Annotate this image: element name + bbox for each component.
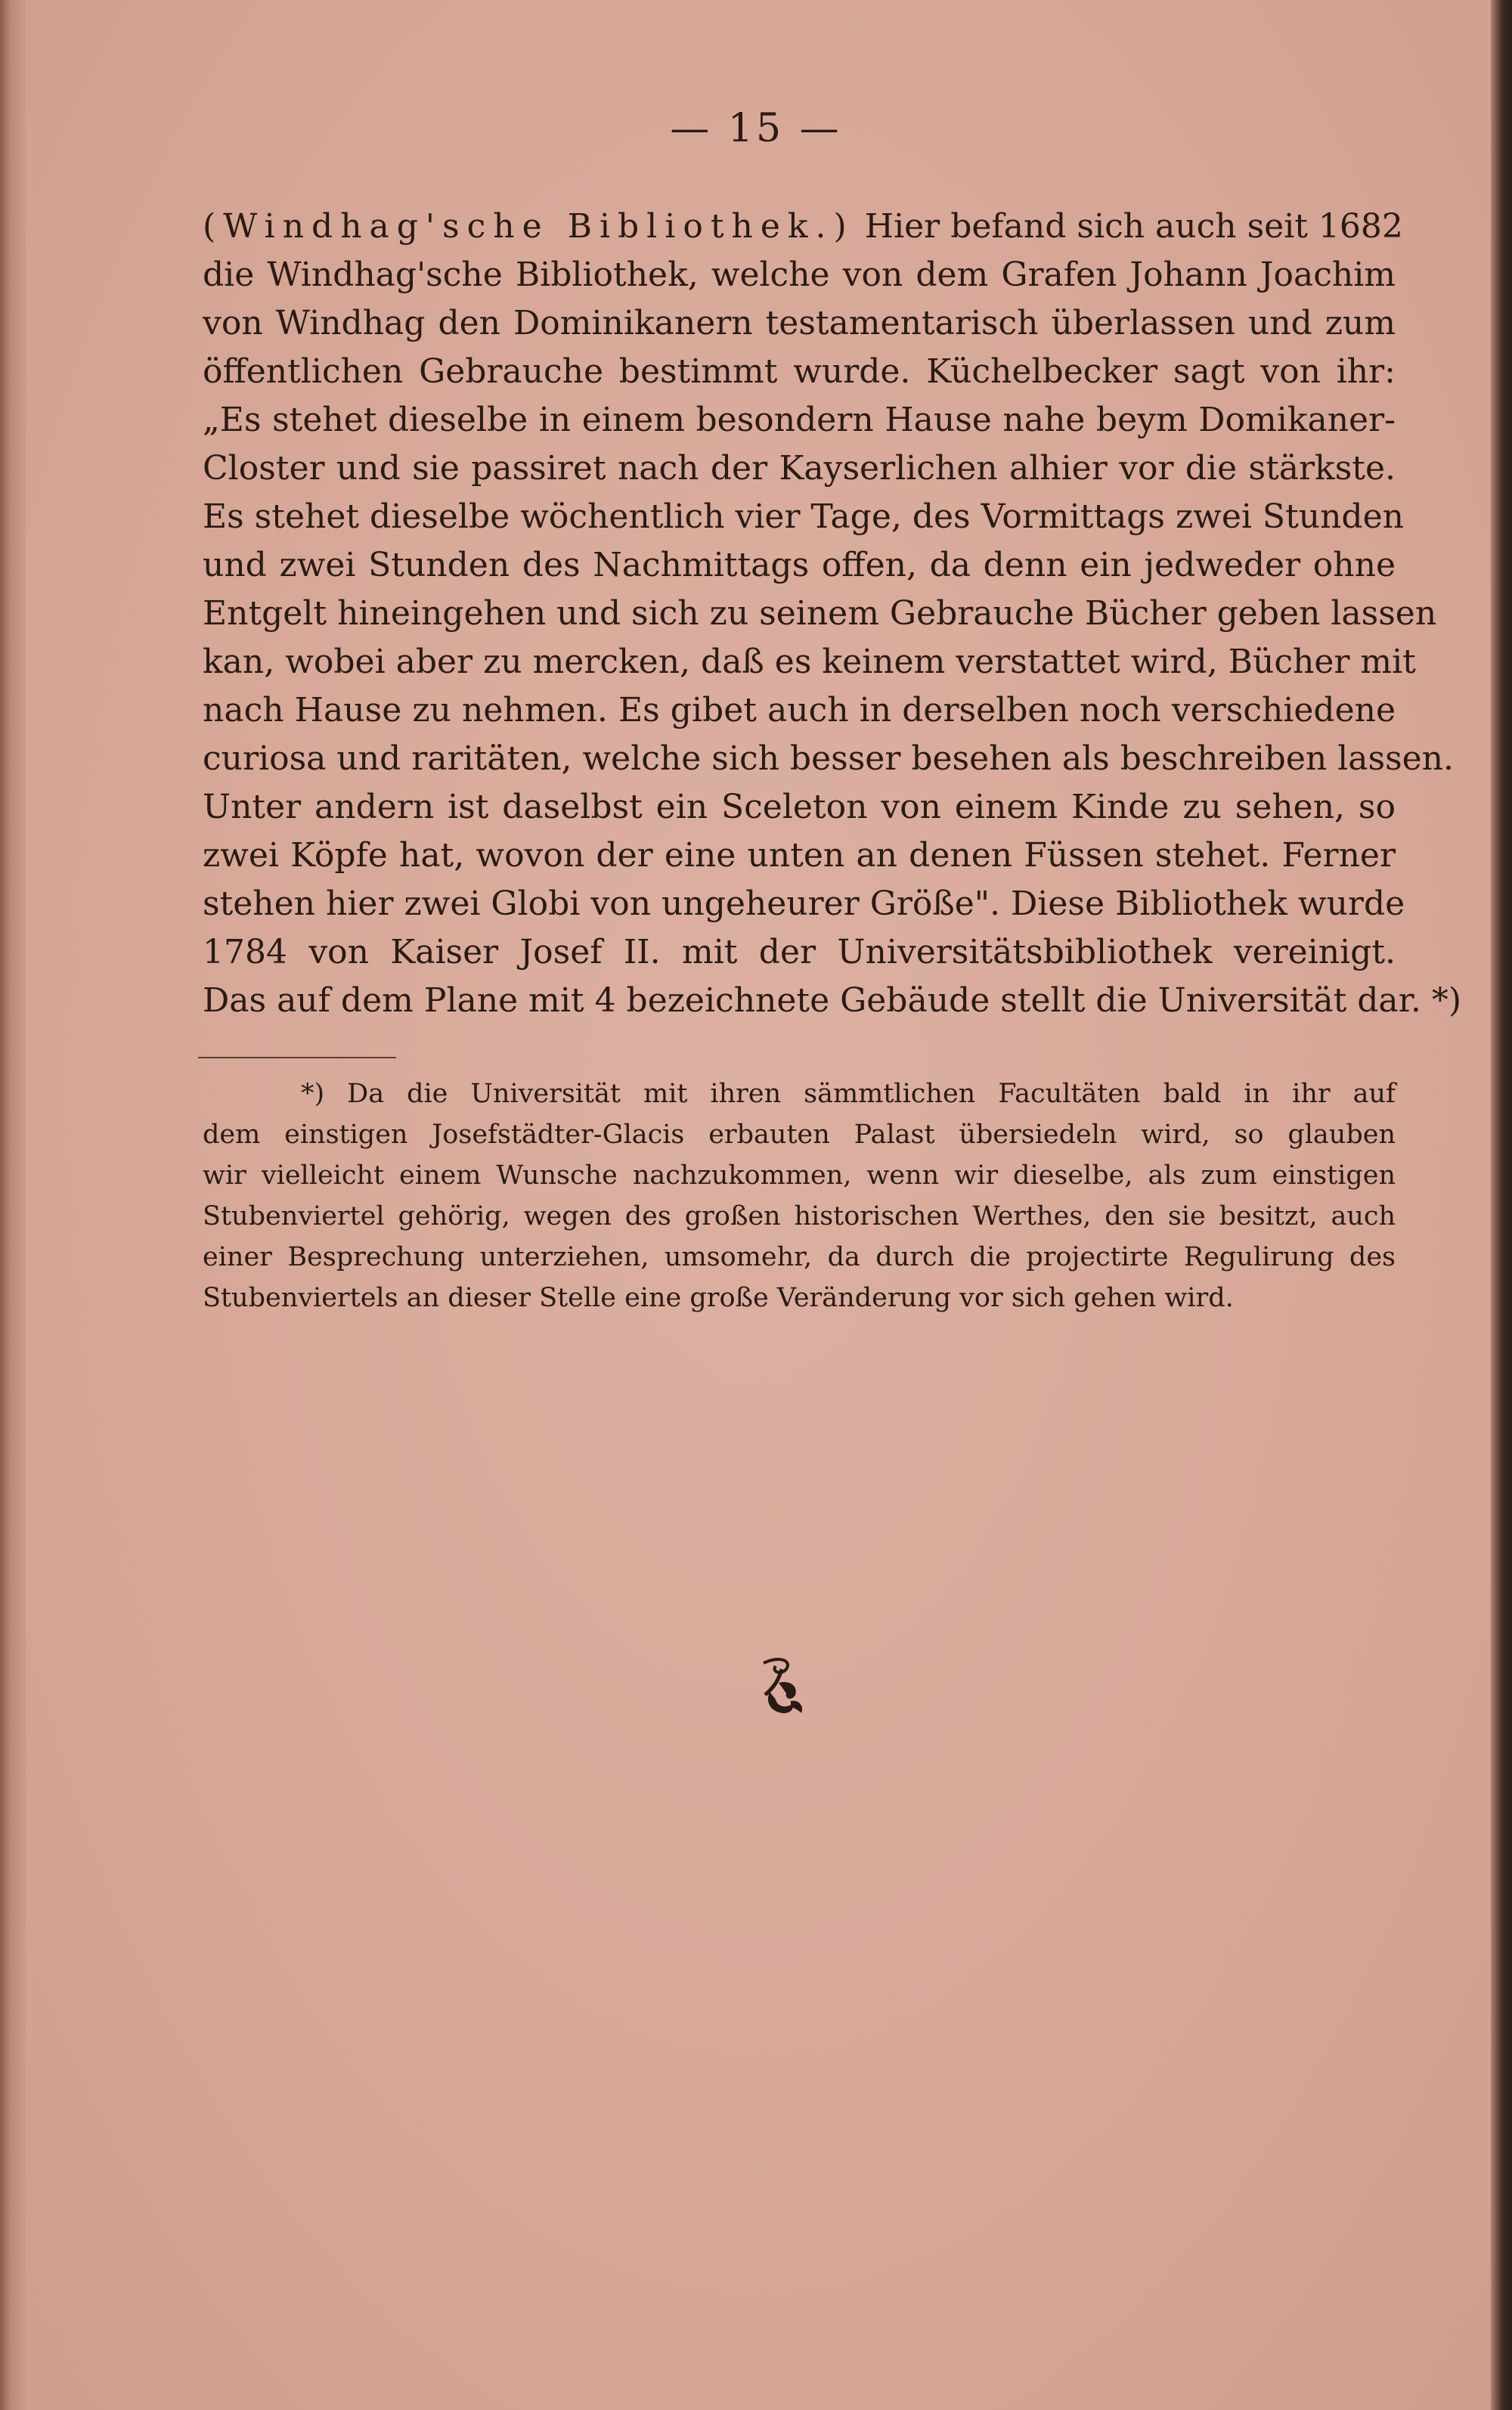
floral-ornament-icon: [748, 1653, 816, 1721]
text-line: [203, 203, 1403, 251]
text-line: „Es stehet dieselbe in einem besondern Hause nahe beym Domikaner-: [203, 401, 1396, 439]
text-line: und zwei Stunden des Nachmittags offen, da denn ein jedweder ohne: [203, 546, 1396, 584]
section-heading: (Windhag'sche Bibliothek.): [203, 207, 854, 246]
footnote-divider: [198, 1057, 396, 1058]
text-line: von Windhag den Dominikanern testamentarisch überlassen und zum: [203, 304, 1396, 342]
text-line-content: Hier befand sich auch seit 1682: [864, 207, 1403, 246]
footnote-line: dem einstigen Josefstädter-Glacis erbauten Palast übersiedeln wird, so glauben: [203, 1120, 1396, 1150]
text-line: curiosa und raritäten, welche sich besser besehen als beschreiben lassen.: [203, 739, 1455, 778]
text-line: Entgelt hineingehen und sich zu seinem Gebrauche Bücher geben lassen: [203, 594, 1437, 633]
footnote-block: [203, 1073, 1396, 1318]
text-line: Das auf dem Plane mit 4 bezeichnete Gebäude stellt die Universität dar. *): [203, 981, 1461, 1020]
text-line: Es stehet dieselbe wöchentlich vier Tage, des Vormittags zwei Stunden: [203, 497, 1404, 536]
page-number: — 15 —: [670, 106, 842, 151]
text-line: Unter andern ist daselbst ein Sceleton von einem Kinde zu sehen, so: [203, 788, 1396, 826]
text-line: die Windhag'sche Bibliothek, welche von dem Grafen Johann Joachim: [203, 256, 1396, 294]
main-text-block: [203, 203, 1461, 1025]
footnote-line: wir vielleicht einem Wunsche nachzukommen, wenn wir dieselbe, als zum einstigen: [203, 1160, 1396, 1191]
text-line: 1784 von Kaiser Josef II. mit der Universitätsbibliothek vereinigt.: [203, 933, 1396, 971]
text-line: öffentlichen Gebrauche bestimmt wurde. Küchelbecker sagt von ihr:: [203, 352, 1396, 391]
text-line: stehen hier zwei Globi von ungeheurer Größe". Diese Bibliothek wurde: [203, 884, 1405, 923]
footnote-line: *) Da die Universität mit ihren sämmtlichen Facultäten bald in ihr auf: [301, 1079, 1396, 1109]
footnote-line: Stubenviertel gehörig, wegen des großen historischen Werthes, den sie besitzt, auch: [203, 1201, 1396, 1231]
page-binding-edge: [0, 0, 26, 2410]
text-line: Closter und sie passiret nach der Kayserlichen alhier vor die stärkste.: [203, 449, 1396, 488]
footnote-line: einer Besprechung unterziehen, umsomehr, da durch die projectirte Regulirung des: [203, 1242, 1396, 1272]
footnote-line: Stubenviertels an dieser Stelle eine große Veränderung vor sich gehen wird.: [203, 1283, 1234, 1313]
page-right-shadow: [1491, 0, 1512, 2410]
text-line: zwei Köpfe hat, wovon der eine unten an denen Füssen stehet. Ferner: [203, 836, 1396, 875]
text-line: kan, wobei aber zu mercken, daß es keinem verstattet wird, Bücher mit: [203, 643, 1416, 681]
text-line: nach Hause zu nehmen. Es gibet auch in derselben noch verschiedene: [203, 691, 1396, 730]
